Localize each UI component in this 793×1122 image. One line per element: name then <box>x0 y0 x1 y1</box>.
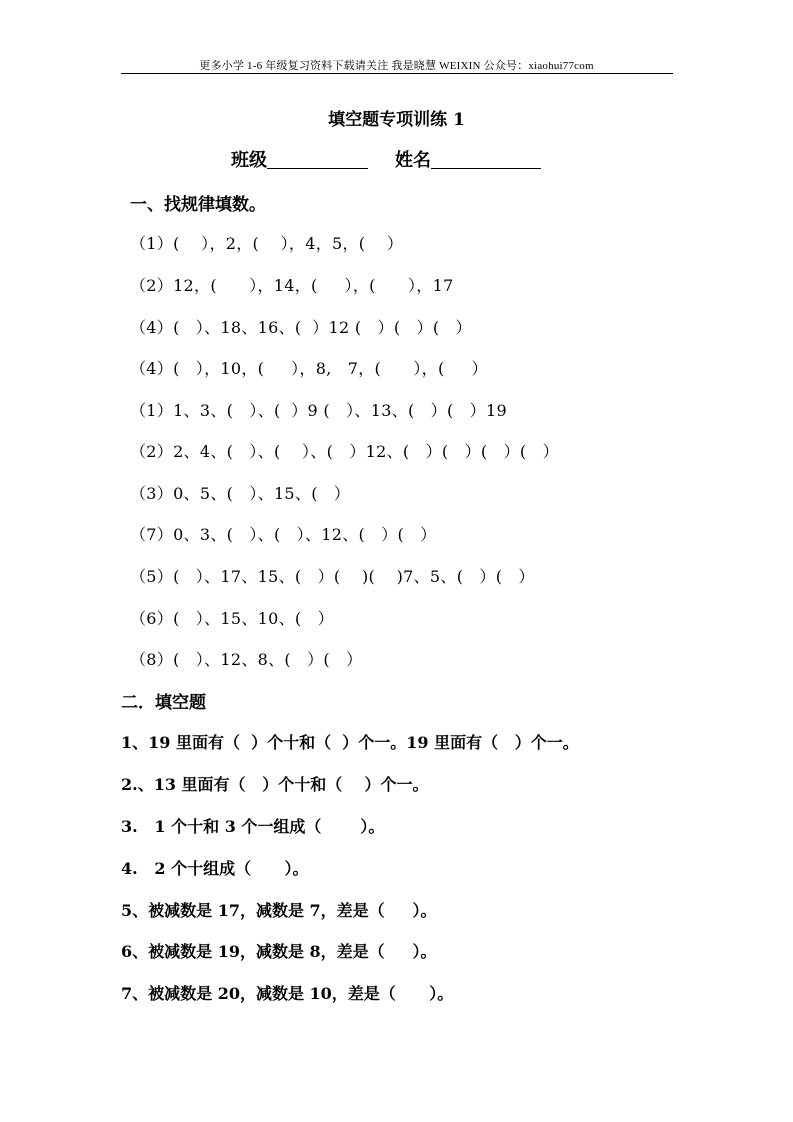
fill-blank-item: 3. 1 个十和 3 个一组成（ ）。 <box>121 817 385 836</box>
page-header-text: 更多小学 1-6 年级复习资料下载请关注 我是晓慧 WEIXIN 公众号：xiaohui77com <box>199 60 594 72</box>
name-label: 姓名 <box>395 150 431 171</box>
pattern-item: （1）( ），2，( ），4，5，( ） <box>130 234 404 253</box>
pattern-item: （8）( ）、12、8、( ）( ） <box>130 650 363 669</box>
pattern-item: （6）( ）、15、10、( ） <box>130 609 334 628</box>
fill-blank-item: 1、19 里面有（ ）个十和（ ）个一。19 里面有（ ）个一。 <box>121 733 579 752</box>
pattern-item: （5）( ）、17、15、( ）( )( )7、5、( ）( ） <box>130 567 535 586</box>
pattern-item: （4）( ）、18、16、( ）12 ( ）( ）( ） <box>130 318 472 337</box>
fill-blank-item: 2.、13 里面有（ ）个十和（ ）个一。 <box>121 775 429 794</box>
pattern-item: （3）0、5、( ）、15、( ） <box>130 484 351 503</box>
class-name-row <box>231 146 541 172</box>
worksheet-title: 填空题专项训练 1 <box>328 110 465 130</box>
pattern-item: （1）1、3、( ）、( ）9 ( ）、13、( ）( ）19 <box>130 401 507 420</box>
pattern-item: （2）12，( ），14，( ），( ），17 <box>130 276 454 295</box>
pattern-item: （4）( ），10，( ），8, 7，( ），( ） <box>130 359 488 378</box>
name-blank <box>431 150 541 169</box>
fill-blank-item: 7、被减数是 20，减数是 10，差是（ ）。 <box>121 984 454 1003</box>
class-label: 班级 <box>231 150 267 171</box>
fill-blank-item: 6、被减数是 19，减数是 8，差是（ ）。 <box>121 942 437 961</box>
pattern-item: （7）0、3、( ）、( ）、12、( ）( ） <box>130 525 437 544</box>
fill-blank-item: 4. 2 个十组成（ ）。 <box>121 859 309 878</box>
section-1-heading: 一、找规律填数。 <box>130 195 266 215</box>
class-blank <box>267 150 368 169</box>
section-2-heading: 二．填空题 <box>121 693 206 713</box>
fill-blank-item: 5、被减数是 17，减数是 7，差是（ ）。 <box>121 901 437 920</box>
pattern-item: （2）2、4、( ）、( ）、( ）12、( ）( ）( ）( ） <box>130 442 559 461</box>
header-divider <box>121 73 673 74</box>
